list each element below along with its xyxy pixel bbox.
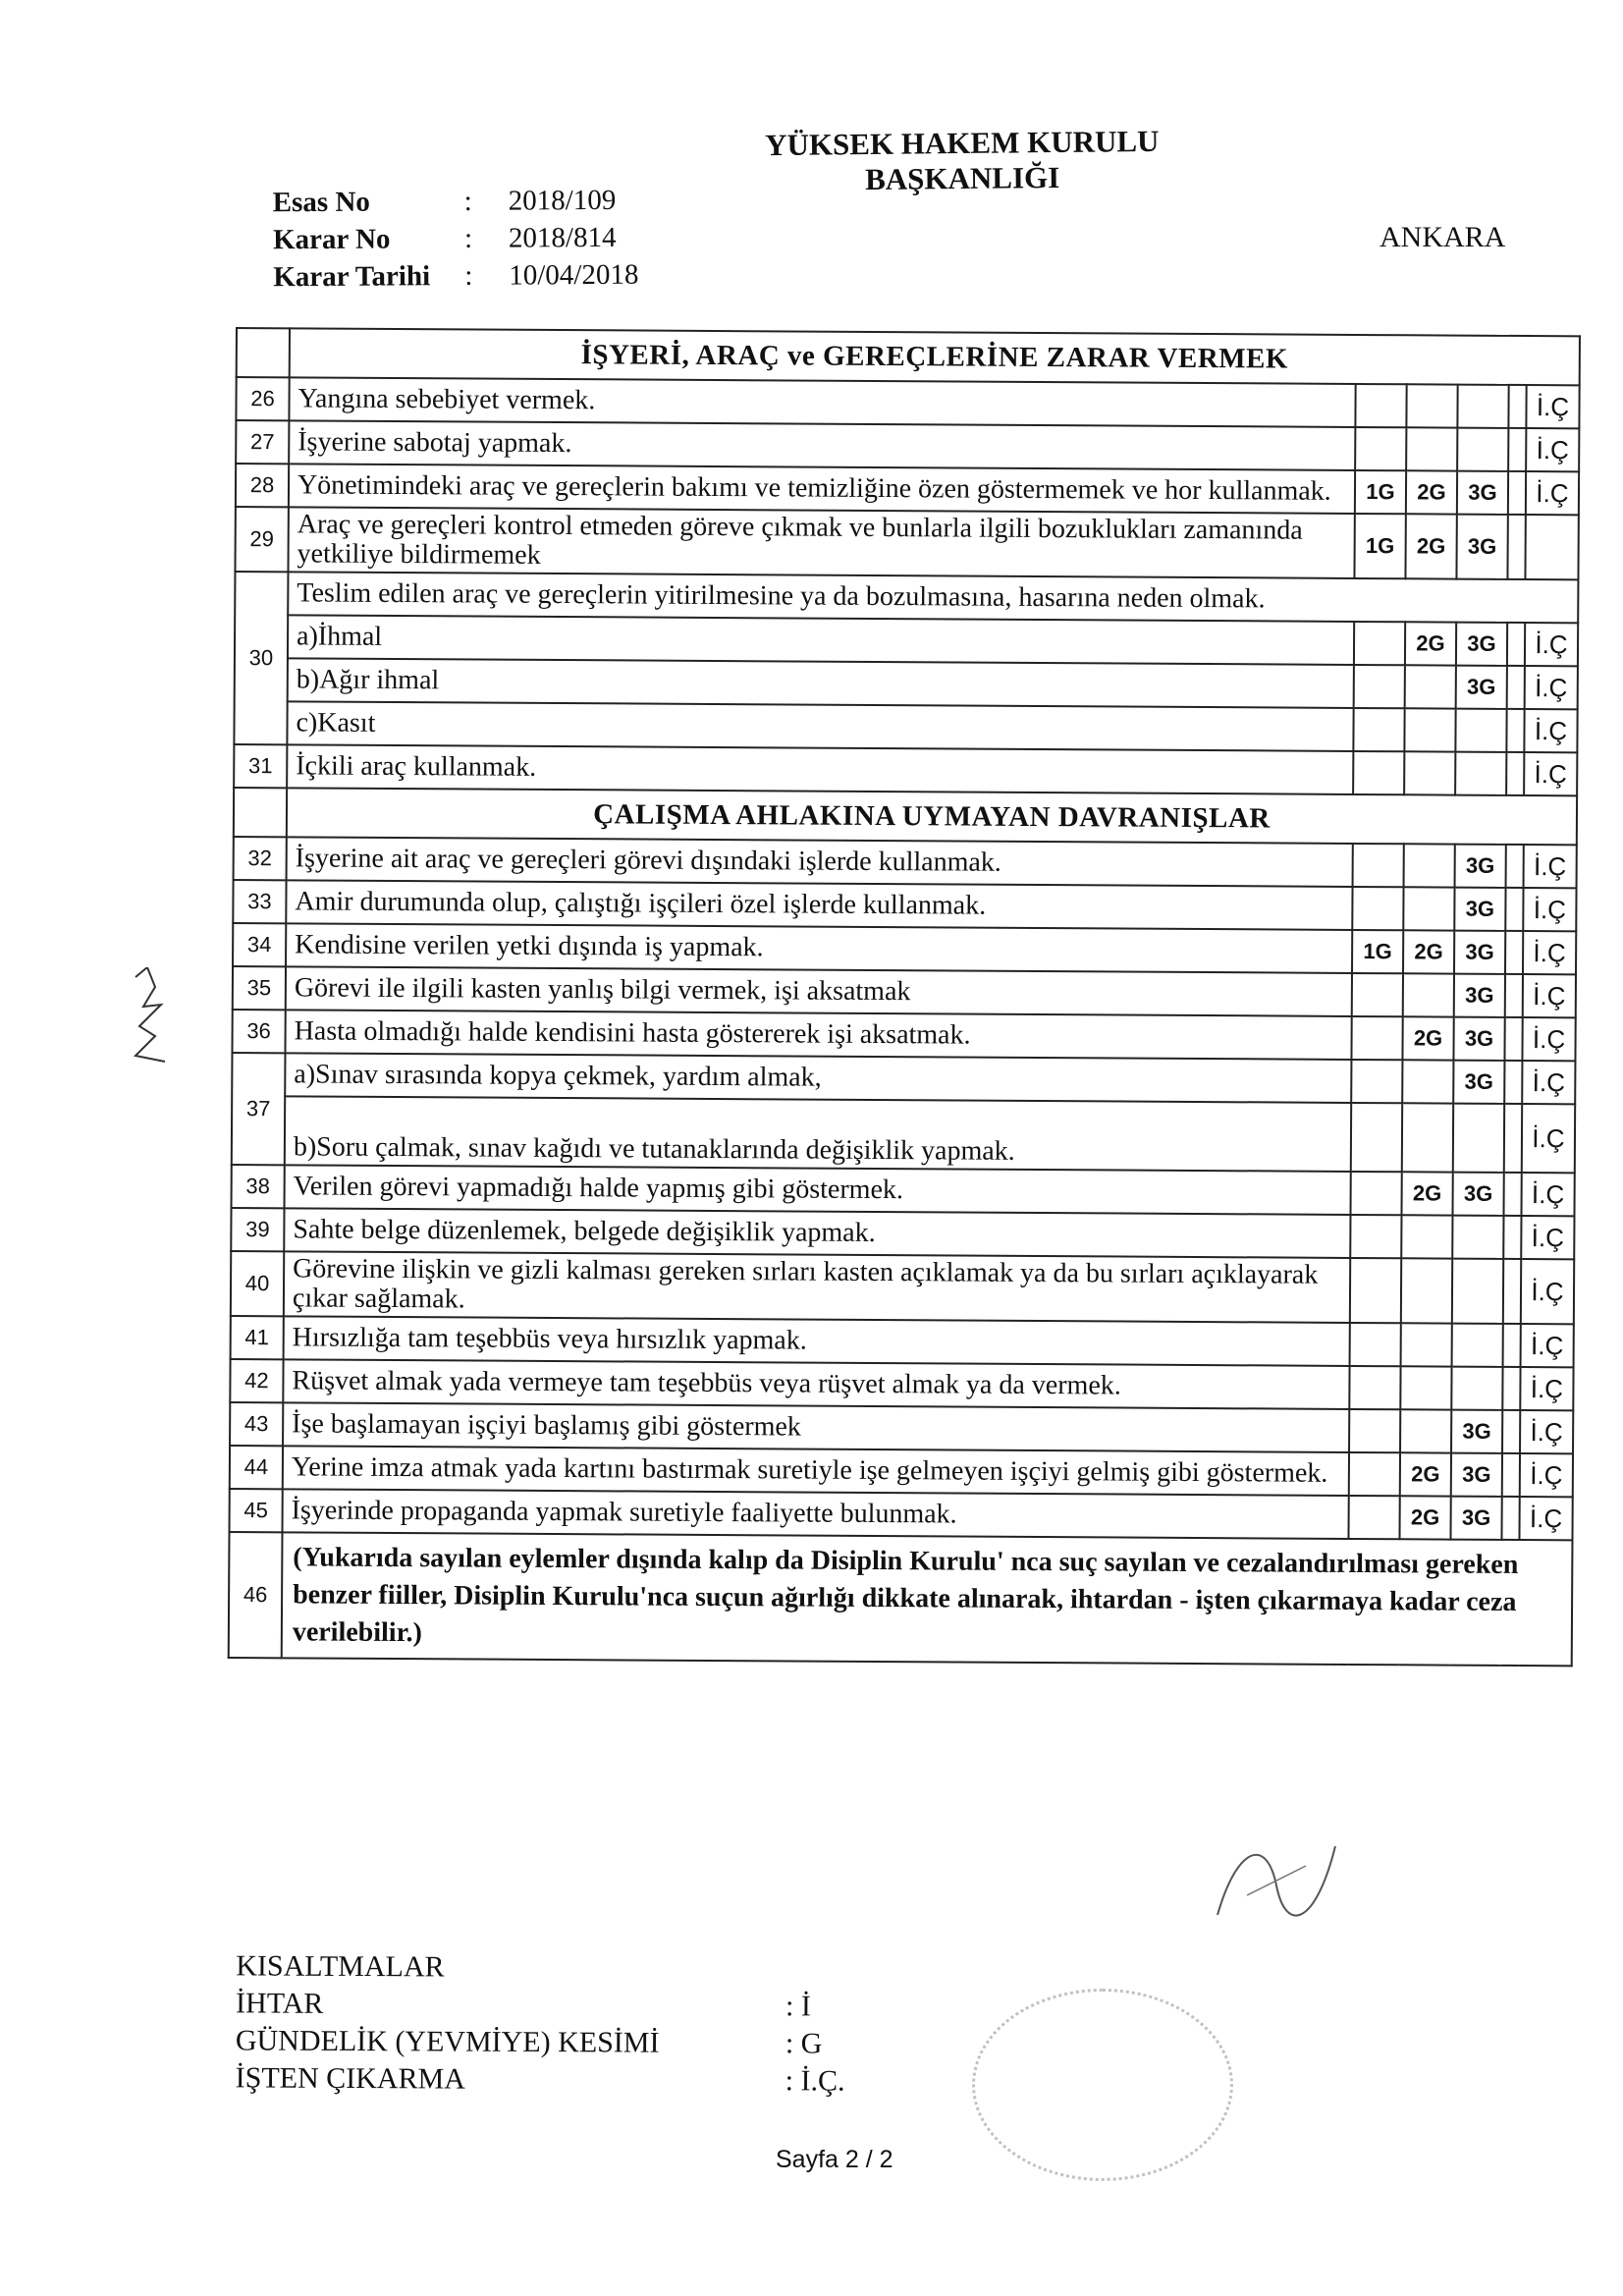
penalty-3g: 3G xyxy=(1456,666,1507,709)
case-metadata xyxy=(273,182,639,297)
table-row xyxy=(231,1251,1574,1324)
row-number: 31 xyxy=(234,744,287,788)
penalty-3g: 3G xyxy=(1452,1173,1503,1216)
penalty-dismissal: İ.Ç xyxy=(1521,1259,1574,1324)
row-number: 28 xyxy=(236,464,289,507)
penalty-dismissal xyxy=(1525,515,1578,579)
penalty-dismissal: İ.Ç xyxy=(1519,1497,1572,1540)
penalty-dismissal: İ.Ç xyxy=(1524,709,1577,752)
handwritten-initial xyxy=(126,967,185,1066)
penalty-1g: 1G xyxy=(1355,470,1406,514)
penalty-3g: 3G xyxy=(1457,471,1508,515)
meta-value: 2018/109 xyxy=(508,184,617,217)
penalty-1g: 1G xyxy=(1352,930,1403,973)
meta-value: 2018/814 xyxy=(508,221,617,254)
penalty-2g: 2G xyxy=(1401,1172,1452,1215)
abbreviations-block xyxy=(236,1947,846,2100)
abbreviations-title: KISALTMALAR xyxy=(236,1949,445,1984)
row-description: Görevi ile ilgili kasten yanlış bilgi vermek, işi aksatmak xyxy=(286,966,1352,1016)
abbreviation-row xyxy=(236,2022,845,2062)
penalty-3g: 3G xyxy=(1456,623,1507,666)
subrow-description: b)Soru çalmak, sınav kağıdı ve tutanaklarında değişiklik yapmak. xyxy=(285,1096,1351,1172)
penalty-3g: 3G xyxy=(1453,1017,1504,1061)
penalty-dismissal: İ.Ç xyxy=(1520,1367,1573,1410)
abbreviation-row xyxy=(236,1985,845,2025)
row-number: 41 xyxy=(231,1316,284,1359)
subrow-description: a)Sınav sırasında kopya çekmek, yardım almak, xyxy=(285,1053,1351,1103)
penalty-2g: 2G xyxy=(1405,514,1456,578)
abbreviation-label: İŞTEN ÇIKARMA xyxy=(235,2061,465,2096)
row-description: Teslim edilen araç ve gereçlerin yitirilmesine ya da bozulmasına, hasarına neden olmak. xyxy=(288,572,1578,623)
official-stamp xyxy=(972,1989,1233,2181)
penalty-3g: 3G xyxy=(1454,974,1505,1017)
penalty-dismissal: İ.Ç xyxy=(1523,845,1576,888)
section-header-row xyxy=(237,328,1580,385)
section-title: İŞYERİ, ARAÇ ve GEREÇLERİNE ZARAR VERMEK xyxy=(290,328,1580,385)
penalty-2g: 2G xyxy=(1405,622,1456,665)
penalty-dismissal: İ.Ç xyxy=(1525,623,1578,666)
row-number: 45 xyxy=(230,1489,283,1532)
penalty-2g: 2G xyxy=(1400,1452,1451,1496)
penalty-2g: 2G xyxy=(1403,930,1454,973)
penalty-3g: 3G xyxy=(1456,515,1507,579)
row-number: 37 xyxy=(232,1053,286,1165)
abbreviation-label: İHTAR xyxy=(236,1987,324,2020)
row-number: 32 xyxy=(234,837,287,880)
penalty-table xyxy=(228,327,1581,1667)
page-number: Sayfa 2 / 2 xyxy=(776,2146,893,2173)
penalty-3g: 3G xyxy=(1454,888,1505,931)
row-number: 42 xyxy=(230,1359,283,1402)
penalty-dismissal: İ.Ç xyxy=(1522,1061,1575,1104)
row-description: Araç ve gereçleri kontrol etmeden göreve çıkmak ve bunlarla ilgili bozuklukları zamanında yetkiliye bildirmemek xyxy=(288,507,1354,578)
row-number: 36 xyxy=(232,1010,285,1053)
abbreviation-row xyxy=(236,2059,845,2100)
row-number: 39 xyxy=(231,1208,284,1251)
row-number: 35 xyxy=(233,966,286,1010)
row-number: 30 xyxy=(234,572,288,744)
abbreviation-value: : G xyxy=(784,2027,823,2060)
row-number: 44 xyxy=(230,1446,283,1489)
penalty-dismissal: İ.Ç xyxy=(1526,385,1579,428)
penalty-dismissal: İ.Ç xyxy=(1523,974,1576,1017)
meta-label: Karar Tarihi xyxy=(273,260,431,294)
row-description: Görevine ilişkin ve gizli kalması gereken sırları kasten açıklamak ya da bu sırları açıklayarak çıkar sağlamak. xyxy=(284,1251,1350,1323)
row-number: 33 xyxy=(233,880,286,923)
penalty-3g: 3G xyxy=(1451,1410,1502,1453)
row-description: İçkili araç kullanmak. xyxy=(287,744,1353,794)
penalty-2g: 2G xyxy=(1402,1016,1453,1060)
general-clause: (Yukarıda sayılan eylemler dışında kalıp da Disiplin Kurulu' nca suç sayılan ve cezalandırılması gereken benzer fiiller, Disiplin Kurulu'nca suçun ağırlığı dikkate alınarak, ihtardan - işten çıkarmaya kadar ceza verilebilir.) xyxy=(282,1532,1573,1666)
row-description: Yerine imza atmak yada kartını bastırmak suretiyle işe gelmeyen işçiyi gelmiş gibi göstermek. xyxy=(283,1446,1349,1496)
row-description: Yangına sebebiyet vermek. xyxy=(289,377,1355,427)
penalty-dismissal: İ.Ç xyxy=(1522,1017,1575,1061)
row-number: 27 xyxy=(236,420,289,464)
subrow-description: b)Ağır ihmal xyxy=(288,658,1354,708)
row-description: Hırsızlığa tam teşebbüs veya hırsızlık yapmak. xyxy=(284,1316,1350,1366)
row-number: 29 xyxy=(235,507,288,572)
row-description: Kendisine verilen yetki dışında iş yapmak. xyxy=(286,923,1352,973)
row-description: Verilen görevi yapmadığı halde yapmış gibi göstermek. xyxy=(285,1165,1351,1215)
row-number: 43 xyxy=(230,1402,283,1446)
table-row xyxy=(229,1532,1573,1666)
meta-label: Esas No xyxy=(272,186,370,219)
row-number: 38 xyxy=(232,1165,285,1208)
row-description: Yönetimindeki araç ve gereçlerin bakımı ve temizliğine özen göstermemek ve hor kullanmak. xyxy=(289,464,1355,514)
penalty-dismissal: İ.Ç xyxy=(1524,752,1577,795)
row-description: Hasta olmadığı halde kendisini hasta göstererek işi aksatmak. xyxy=(285,1010,1351,1060)
row-description: İşe başlamayan işçiyi başlamış gibi göstermek xyxy=(283,1402,1349,1452)
penalty-dismissal: İ.Ç xyxy=(1520,1410,1573,1453)
abbreviation-value: : İ xyxy=(785,1990,812,2023)
penalty-dismissal: İ.Ç xyxy=(1523,888,1576,931)
table-subrow xyxy=(232,1096,1575,1173)
penalty-3g: 3G xyxy=(1454,845,1505,888)
penalty-dismissal: İ.Ç xyxy=(1521,1324,1574,1367)
abbreviation-value: : İ.Ç. xyxy=(784,2064,845,2098)
signature xyxy=(1208,1827,1345,1935)
abbreviation-label: GÜNDELİK (YEVMİYE) KESİMİ xyxy=(235,2024,660,2059)
meta-row-karar: Karar No : 2018/814 xyxy=(273,219,638,259)
table-row xyxy=(235,507,1578,579)
meta-label: Karar No xyxy=(272,223,391,256)
penalty-3g: 3G xyxy=(1451,1453,1502,1497)
penalty-1g: 1G xyxy=(1354,514,1405,578)
meta-row-tarih: Karar Tarihi : 10/04/2018 xyxy=(273,256,638,297)
meta-value: 10/04/2018 xyxy=(509,258,639,292)
penalty-3g: 3G xyxy=(1454,931,1505,974)
penalty-3g: 3G xyxy=(1450,1497,1501,1540)
row-description: İşyerinde propaganda yapmak suretiyle faaliyette bulunmak. xyxy=(283,1489,1349,1539)
row-number: 46 xyxy=(229,1532,283,1658)
section-title: ÇALIŞMA AHLAKINA UYMAYAN DAVRANIŞLAR xyxy=(287,788,1577,845)
penalty-3g: 3G xyxy=(1453,1061,1504,1104)
city-label: ANKARA xyxy=(1380,221,1506,253)
row-description: Amir durumunda olup, çalıştığı işçileri özel işlerde kullanmak. xyxy=(286,880,1352,930)
penalty-dismissal: İ.Ç xyxy=(1521,1216,1574,1259)
row-description: Rüşvet almak yada vermeye tam teşebbüs veya rüşvet almak ya da vermek. xyxy=(283,1359,1349,1409)
row-description: İşyerine ait araç ve gereçleri görevi dışındaki işlerde kullanmak. xyxy=(287,837,1353,887)
penalty-table-wrapper xyxy=(228,327,1581,1667)
meta-row-esas: Esas No : 2018/109 xyxy=(273,182,638,222)
penalty-dismissal: İ.Ç xyxy=(1526,471,1579,515)
penalty-dismissal: İ.Ç xyxy=(1522,1104,1575,1173)
penalty-dismissal: İ.Ç xyxy=(1523,931,1576,974)
section-header-row xyxy=(234,788,1577,845)
penalty-2g: 2G xyxy=(1399,1496,1450,1539)
org-line-2: BAŞKANLIĞI xyxy=(864,159,1060,197)
row-number: 40 xyxy=(231,1251,284,1316)
penalty-2g: 2G xyxy=(1406,470,1457,514)
row-number: 34 xyxy=(233,923,286,966)
row-description: İşyerine sabotaj yapmak. xyxy=(289,420,1355,470)
penalty-dismissal: İ.Ç xyxy=(1520,1453,1573,1497)
subrow-description: a)İhmal xyxy=(288,615,1354,665)
organization-heading xyxy=(687,123,1238,199)
penalty-dismissal: İ.Ç xyxy=(1526,428,1579,471)
row-number: 26 xyxy=(236,377,289,420)
org-line-1: YÜKSEK HAKEM KURULU xyxy=(764,123,1160,163)
penalty-dismissal: İ.Ç xyxy=(1525,666,1578,709)
penalty-dismissal: İ.Ç xyxy=(1521,1173,1574,1216)
subrow-description: c)Kasıt xyxy=(287,701,1353,751)
row-description: Sahte belge düzenlemek, belgede değişiklik yapmak. xyxy=(284,1208,1350,1258)
